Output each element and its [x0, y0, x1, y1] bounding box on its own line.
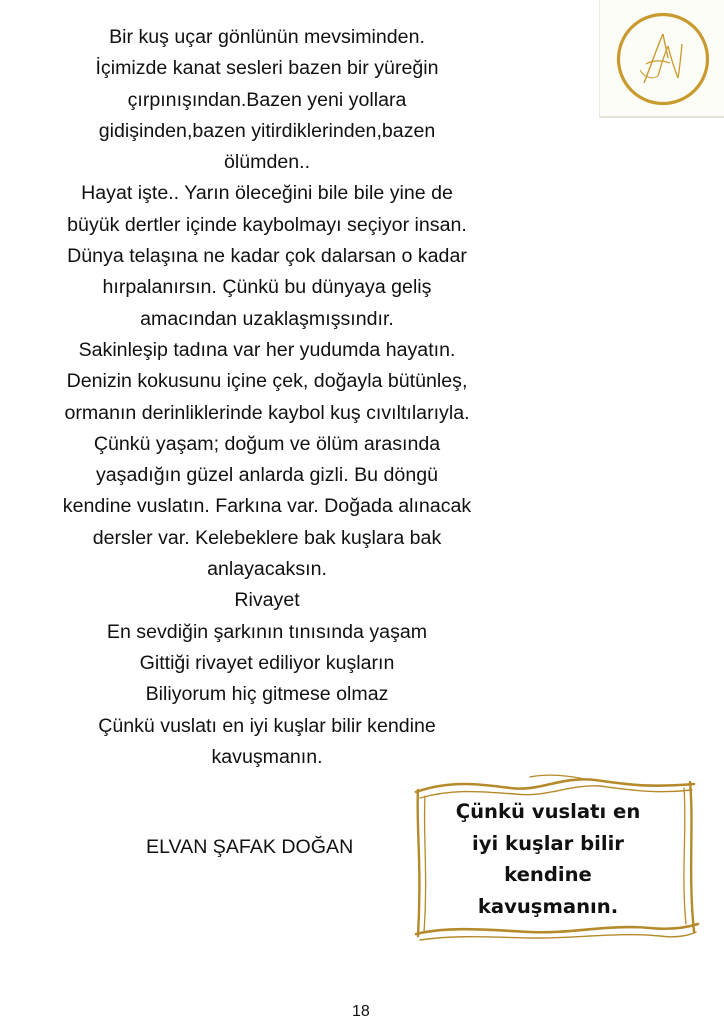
- poem-line: Rivayet: [234, 589, 300, 612]
- poem-line: İçimizde kanat sesleri bazen bir yüreğin: [95, 57, 439, 80]
- quote-line: kavuşmanın.: [477, 894, 619, 918]
- quote-line: iyi kuşlar bilir: [472, 831, 624, 855]
- poem-line: dersler var. Kelebeklere bak kuşlara bak: [92, 526, 442, 549]
- author-name: ELVAN ŞAFAK DOĞAN: [146, 836, 354, 858]
- poem-line: ormanın derinliklerinde kaybol kuş cıvıltılarıyla.: [64, 401, 470, 424]
- poem-line: Çünkü vuslatı en iyi kuşlar bilir kendine: [98, 714, 436, 737]
- quote-text: [428, 796, 668, 922]
- poem-line: Sakinleşip tadına var her yudumda hayatın.: [78, 338, 456, 361]
- poem-line: En sevdiğin şarkının tınısında yaşam: [106, 620, 428, 643]
- poem-line: çırpınışından.Bazen yeni yollara: [127, 88, 407, 111]
- poem-line: hırpalanırsın. Çünkü bu dünyaya geliş: [102, 276, 432, 299]
- poem-line: gidişinden,bazen yitirdiklerinden,bazen: [98, 119, 436, 142]
- poem-line: ölümden..: [223, 151, 311, 174]
- poem-line: Denizin kokusunu içine çek, doğayla bütünleş,: [66, 370, 468, 393]
- poem-line: Gittiği rivayet ediliyor kuşların: [139, 651, 395, 674]
- poem-line: büyük dertler içinde kaybolmayı seçiyor insan.: [67, 213, 467, 236]
- poem-line: Bir kuş uçar gönlünün mevsiminden.: [109, 26, 425, 48]
- poem-line: Dünya telaşına ne kadar çok dalarsan o kadar: [67, 245, 467, 268]
- poem-line: kavuşmanın.: [211, 745, 323, 768]
- poem-line: Biliyorum hiç gitmese olmaz: [145, 683, 389, 706]
- page-number: 18: [352, 1003, 370, 1020]
- quote-line: kendine: [504, 863, 592, 886]
- poem-body: [20, 22, 514, 773]
- poem-line: yaşadığın güzel anlarda gizli. Bu döngü: [95, 464, 439, 487]
- logo-badge: [599, 0, 724, 118]
- poem-line: amacından uzaklaşmışsındır.: [140, 307, 394, 330]
- poem-line: Çünkü yaşam; doğum ve ölüm arasında: [93, 432, 441, 455]
- poem-line: kendine vuslatın. Farkına var. Doğada alınacak: [62, 495, 472, 518]
- monogram-logo-icon: [600, 0, 724, 118]
- quote-line: Çünkü vuslatı en: [455, 800, 641, 823]
- poem-line: Hayat işte.. Yarın öleceğini bile bile yine de: [81, 182, 453, 205]
- poem-line: anlayacaksın.: [207, 558, 327, 581]
